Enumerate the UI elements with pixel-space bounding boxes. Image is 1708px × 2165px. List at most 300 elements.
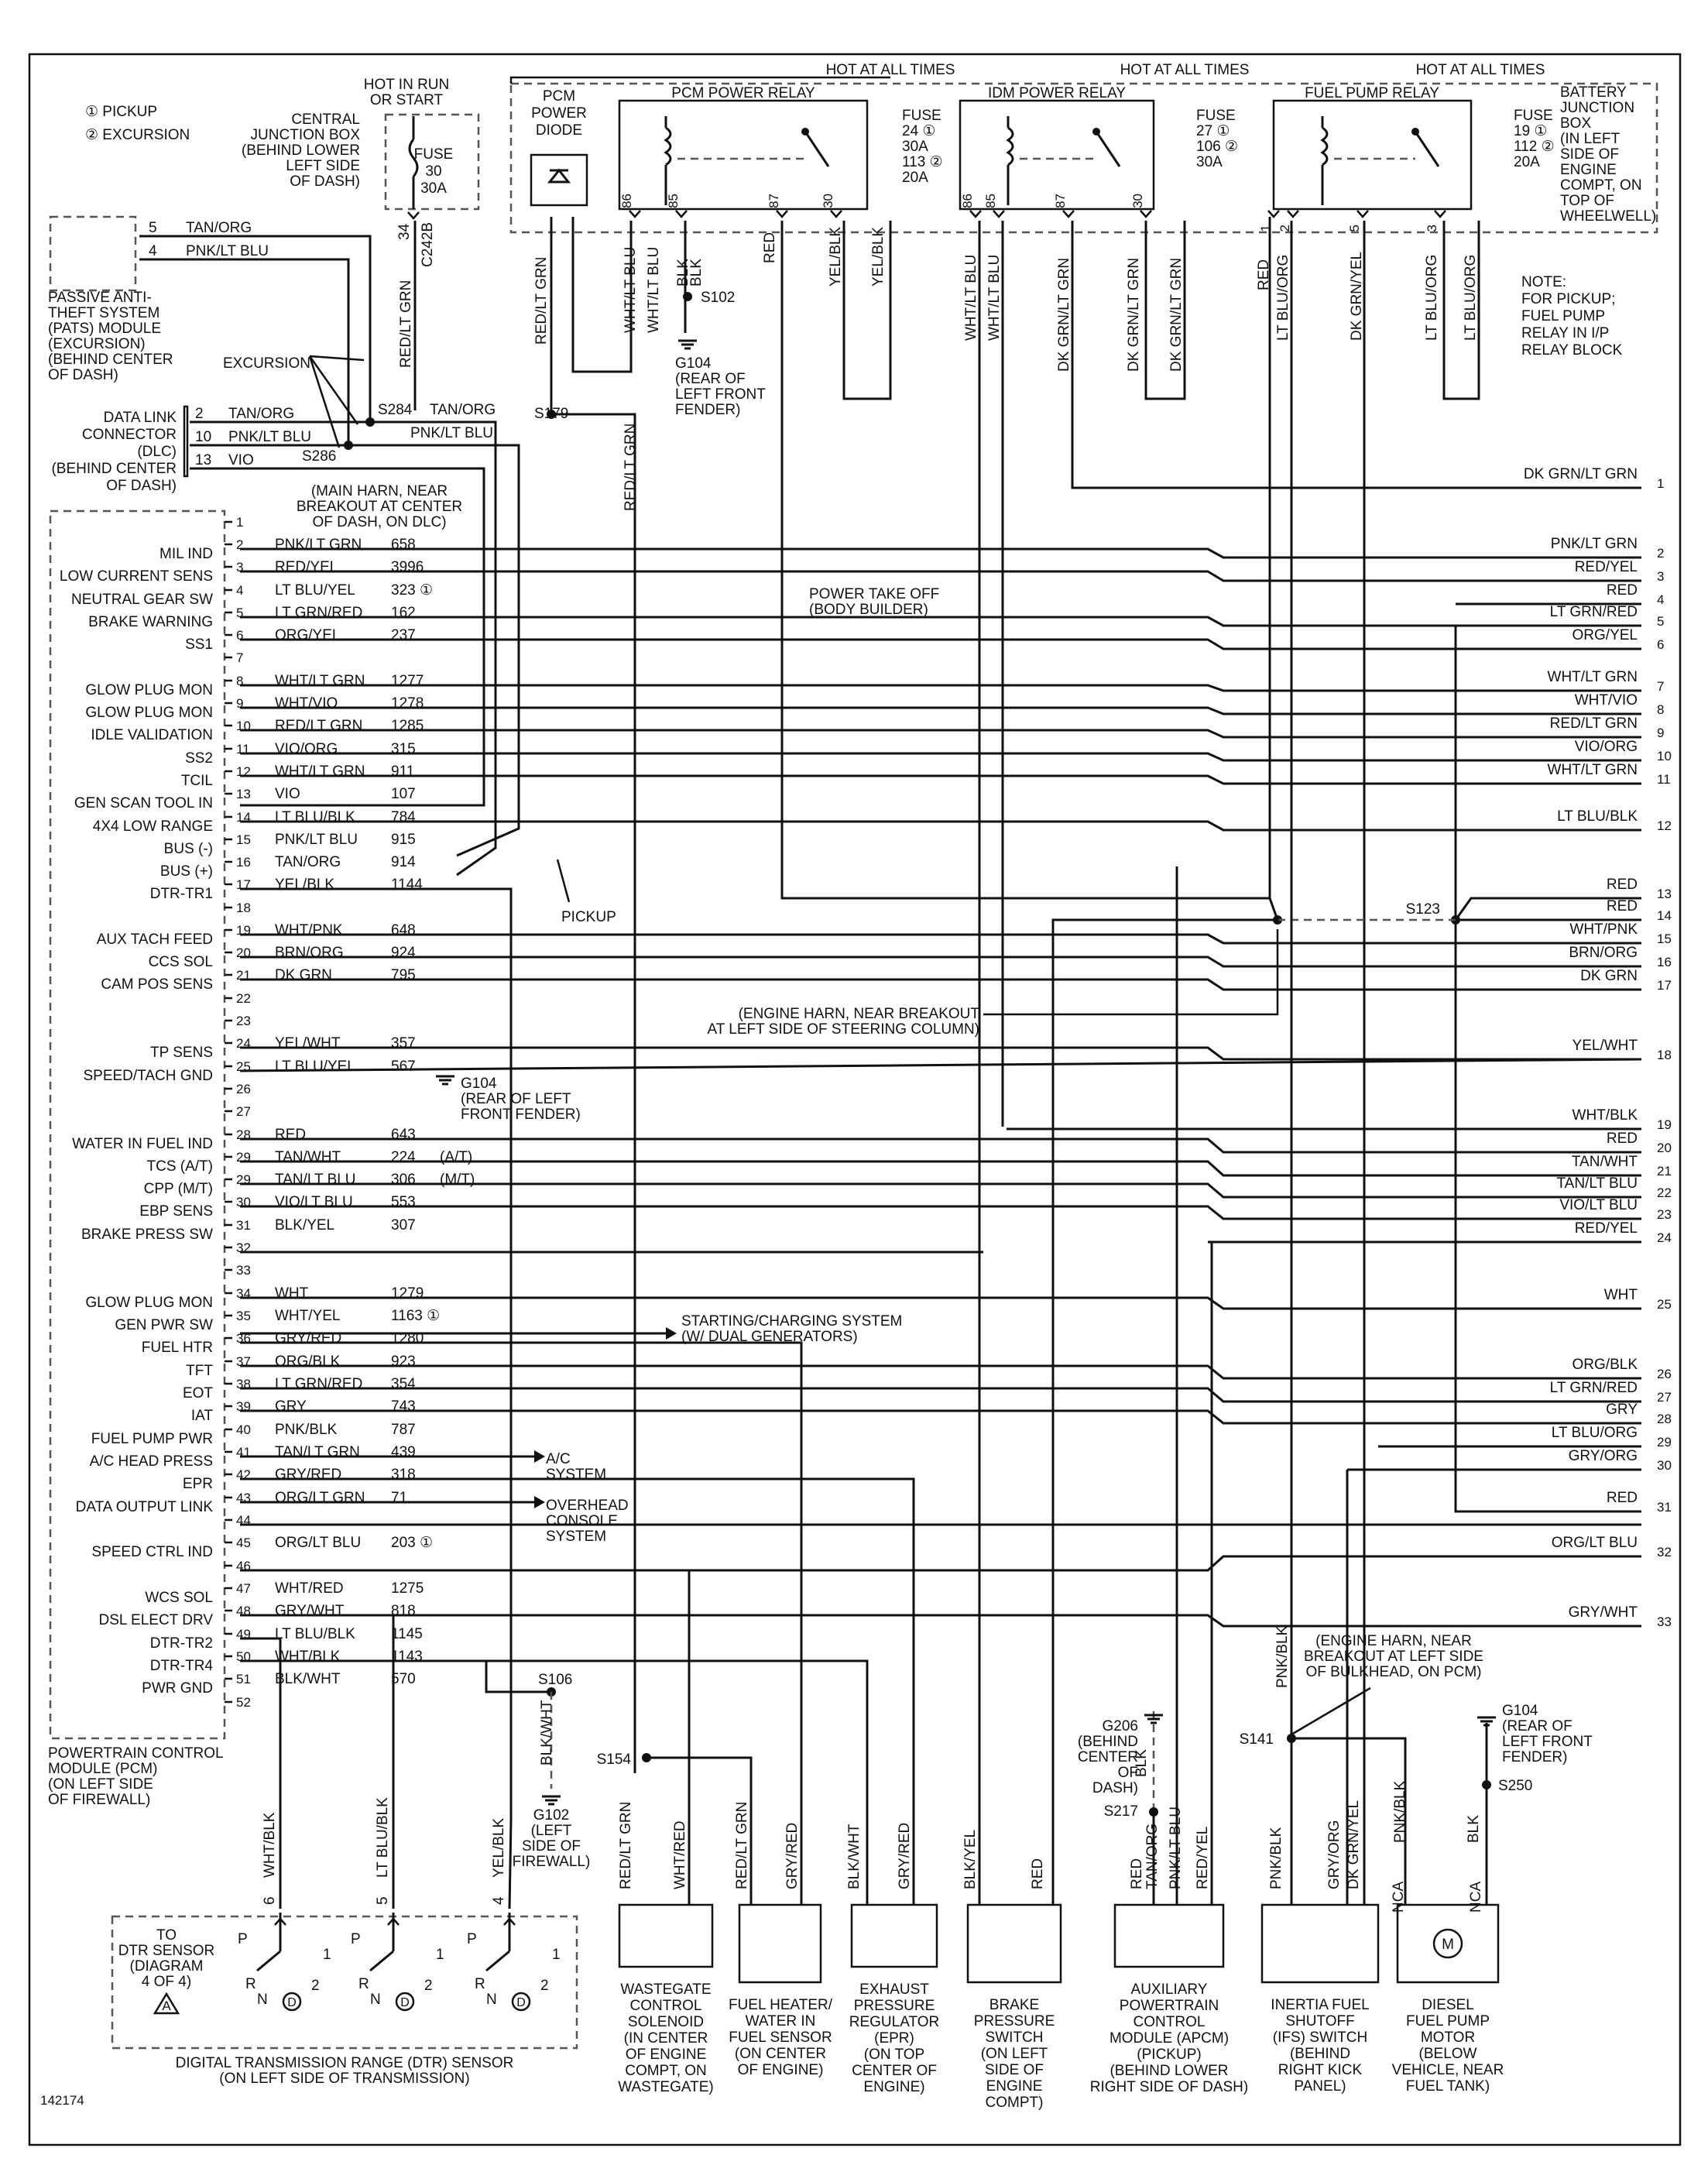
connector-symbol [1357,211,1368,217]
dlc-tan-org-label: TAN/ORG [430,402,496,418]
pcm-pin: 2 [236,537,244,552]
wire-color-label: RED [1129,1858,1145,1889]
ifs-switch-label: RIGHT KICK [1278,2062,1363,2078]
fuel-pump-relay-label: FUEL PUMP RELAY [1305,85,1439,101]
pcm-circuit-number: 1275 [391,1580,424,1597]
excursion-leader [310,356,339,448]
dtr-d: D [287,1996,297,2009]
pcm-pin: 1 [236,515,244,530]
apcm-module-label: MODULE (APCM) [1109,2030,1230,2047]
connector-symbol [1140,211,1151,217]
dtr-switch [257,1951,280,1971]
fuel-heater-label: (ON CENTER [734,2046,827,2062]
pcm-pin-function: TCS (A/T) [146,1158,213,1175]
g102-ground [542,1796,561,1804]
s102-dot [683,292,692,301]
inline-connector-pin: 3 [1657,569,1665,584]
relay-pin-11: 3 [1425,225,1439,232]
central-junction-box-label: CENTRAL [291,112,360,128]
pin-34: 34 [396,223,413,240]
bulkhead-leader [1291,1688,1370,1734]
inline-connector-pin: 28 [1657,1412,1672,1426]
pcm-wire-color: TAN/LT BLU [275,1172,356,1188]
dlc-label: CONNECTOR [81,427,177,443]
pcm-pin: 15 [236,832,251,847]
wire-color-label: GRY/RED [897,1822,913,1889]
pcm-circuit-number: 553 [391,1194,416,1210]
brake-pressure-switch-label: COMPT) [985,2095,1044,2111]
apcm-module-label: (BEHIND LOWER [1110,2063,1229,2079]
fuse-27-label: 106 ② [1196,139,1239,155]
pcm-wire-color: DK GRN [275,967,332,983]
ac-arrow [534,1450,545,1463]
inline-connector-pin: 22 [1657,1185,1672,1200]
inline-wire-color: RED [1606,898,1638,914]
g104-ground [678,341,697,348]
pcm-wire-color: WHT [275,1285,309,1302]
excursion-leader [310,356,364,360]
relay-coil [1008,128,1013,165]
dlc-wire-color: PNK/LT BLU [228,429,312,445]
relay-pin-9: 2 [1278,225,1292,232]
pcm-pin: 42 [236,1467,251,1482]
dtr-2: 2 [424,1978,433,1994]
central-junction-box-label: JUNCTION BOX [250,127,360,143]
pcm-pin: 29 [236,1150,251,1165]
pcm-harness-wire [240,640,1641,649]
g104-label: LEFT FRONT [675,386,766,403]
pcm-circuit-number: 315 [391,741,416,757]
wire-color-label: YEL/BLK [870,226,887,286]
dtr-to-label: (DIAGRAM [129,1958,204,1975]
pcm-pin-function: DSL ELECT DRV [98,1612,213,1628]
pcm-pin-function: DATA OUTPUT LINK [75,1499,213,1515]
pcm-pin: 29 [236,1172,251,1187]
pcm-label: MODULE (PCM) [48,1761,158,1777]
overhead-console-label: SYSTEM [546,1529,607,1545]
inline-connector-pin: 14 [1657,908,1672,923]
inline-connector-pin: 12 [1657,818,1672,833]
inline-wire-color: RED/YEL [1574,1220,1638,1237]
ifs-switch-label: (IFS) SWITCH [1272,2029,1368,2046]
fuse-30-label: FUSE [413,146,454,163]
pcm-pin: 4 [236,583,244,598]
inline-wire-color: LT BLU/ORG [1551,1425,1638,1441]
relay-contact [1411,128,1419,136]
pcm-wire-color: WHT/RED [275,1580,344,1597]
pcm-wire-color: LT BLU/YEL [275,582,355,599]
g102-label: G102 [533,1807,570,1824]
dlc-label: (DLC) [137,444,177,460]
pcm-pin-function: TP SENS [150,1045,213,1061]
inline-wire-color: GRY [1606,1402,1638,1418]
pcm-pin-function: SS2 [185,750,213,767]
pats-wire-5: TAN/ORG [186,220,252,236]
wire-color-label: DK GRN/YEL [1346,1800,1362,1889]
pcm-circuit-number: 924 [391,945,416,961]
epr-regulator-label: REGULATOR [849,2014,940,2030]
wire-color-label: LT BLU/ORG [1275,254,1291,341]
relay-pin-4: 86 [960,194,975,208]
pcm-harness-wire [240,1388,1641,1402]
g104-bottom-label: G104 [1502,1703,1538,1719]
wire-color-label: TAN/ORG [1144,1823,1161,1889]
pcm-wire-color: BLK/WHT [275,1671,341,1687]
pats-module-label: (PATS) MODULE [48,321,162,337]
dlc-wire-color: TAN/ORG [228,406,295,422]
pcm-pin: 36 [236,1331,251,1346]
inline-connector-pin: 27 [1657,1390,1672,1405]
wire-color-label: PNK/LT BLU [1168,1806,1184,1889]
pcm-wire-color: VIO/ORG [275,741,338,757]
inline-wire-color: WHT/LT GRN [1547,669,1638,685]
engine-harn-bulkhead-label: OF BULKHEAD, ON PCM) [1305,1664,1482,1680]
note-fuel-pump-relay: RELAY BLOCK [1521,342,1623,359]
pcm-circuit-number: 1143 [391,1649,423,1665]
pcm-power-diode-label: PCM [542,88,576,105]
starting-charging-label: STARTING/CHARGING SYSTEM [681,1313,903,1330]
hot-at-all-times-2: HOT AT ALL TIMES [1120,62,1250,78]
wastegate-solenoid-label: WASTEGATE [620,1981,712,1998]
wastegate-solenoid-label: COMPT, ON [625,2063,707,2079]
pcm-circuit-number: 787 [391,1422,416,1438]
connector-symbol [1435,211,1446,217]
relay-switch [1096,132,1120,166]
g102-label: FIREWALL) [512,1854,591,1870]
ac-system-label: SYSTEM [546,1467,607,1483]
pcm-pin: 37 [236,1354,251,1369]
central-junction-box-label: (BEHIND LOWER [241,142,360,159]
pats-pin-5: 5 [149,220,157,236]
pcm-wire-color: VIO/LT BLU [275,1194,353,1210]
pats-wire-4: PNK/LT BLU [186,243,269,259]
pcm-circuit-number: 224 [391,1149,416,1165]
wire-color-label: YEL/BLK [828,226,844,286]
wire-color-label: RED/YEL [1195,1826,1211,1889]
wire-color-label: RED/LT GRN [734,1801,750,1889]
s250-label: S250 [1498,1778,1533,1794]
dlc-pin: 2 [195,406,204,422]
pcm-circuit-number: 323 ① [391,582,434,599]
pcm-pin-function: WCS SOL [145,1590,213,1606]
pcm-circuit-number: 439 [391,1444,416,1460]
pcm-pin-function: EPR [182,1476,213,1492]
pcm-wire-color: GRY [275,1398,307,1415]
pcm-pin: 7 [236,650,244,665]
g206-ground [1144,1715,1163,1723]
pcm-circuit-number: 1144 [391,877,423,893]
note-fuel-pump-relay: FUEL PUMP [1521,308,1606,324]
battery-junction-box-label: SIDE OF [1560,146,1620,163]
pcm-circuit-number: 658 [391,537,416,553]
brake-pressure-switch-label: SIDE OF [984,2062,1044,2078]
engine-harn-steering-label: (ENGINE HARN, NEAR BREAKOUT [738,1006,979,1022]
hot-at-all-times-1: HOT AT ALL TIMES [825,62,955,78]
pcm-circuit-number: 1278 [391,695,424,712]
dtr-pin: 4 [491,1896,507,1905]
pcm-harness-wire [240,753,1641,760]
dtr-n: N [486,1992,497,2008]
pcm-circuit-number: 354 [391,1376,416,1392]
pcm-harness-wire [240,1048,1641,1059]
inline-connector-pin: 29 [1657,1435,1672,1450]
pcm-pin: 40 [236,1422,251,1437]
inline-connector-pin: 20 [1657,1141,1672,1155]
central-junction-box-label: LEFT SIDE [286,158,360,174]
pcm-pin-function: GLOW PLUG MON [85,682,213,698]
dlc-pnk-lt-blu-label: PNK/LT BLU [410,425,494,441]
connector-symbol [629,211,640,217]
pcm-pin-function: CPP (M/T) [143,1181,213,1197]
g206-label: (BEHIND [1077,1734,1138,1750]
battery-junction-box-label: ENGINE [1560,162,1617,178]
wire-color-label: BLK [1134,1749,1150,1777]
dtr-p: P [467,1931,477,1947]
battery-junction-box-label: (IN LEFT [1560,131,1621,147]
hot-run-start-label: OR START [369,92,444,108]
pcm-circuit-number: 784 [391,809,416,825]
power-take-off-label: (BODY BUILDER) [809,602,928,618]
pcm-wire-color: GRY/WHT [275,1603,345,1619]
pcm-pin: 33 [236,1263,251,1278]
dtr-to-label: TO [156,1927,177,1944]
wastegate-solenoid-label: WASTEGATE) [618,2079,714,2095]
pcm-pin: 18 [236,901,251,915]
wire-color-label: BLK [1466,1815,1482,1843]
pcm-pin-function: BRAKE PRESS SW [81,1227,213,1243]
dlc-pin: 10 [195,429,212,445]
relay-pin-7: 30 [1130,194,1145,208]
fuse-30-label: 30 [425,163,442,180]
inline-wire-color: WHT/BLK [1572,1107,1638,1124]
relay-pin-3: 30 [821,194,835,208]
main-harn-label: (MAIN HARN, NEAR [310,483,448,499]
wire-yel-blk-dtr4 [509,1820,511,1909]
pcm-pin: 16 [236,855,251,870]
pcm-harness-wire [240,822,1641,830]
pcm-pin: 30 [236,1195,251,1209]
wire-color-label: WHT/RED [672,1820,688,1889]
pcm-pin: 23 [236,1014,251,1028]
g104-label: FENDER) [675,402,741,418]
note-fuel-pump-relay: RELAY IN I/P [1521,325,1610,341]
brake-pressure-switch-label: BRAKE [989,1997,1040,2013]
inline-connector-pin: 4 [1657,592,1665,607]
pcm-wire-color: ORG/BLK [275,1354,341,1370]
apcm-module-label: (PICKUP) [1137,2047,1202,2063]
pcm-label: (ON LEFT SIDE [48,1776,153,1793]
pcm-pin-function: CCS SOL [148,954,213,970]
pcm-circuit-number: 567 [391,1058,416,1075]
pcm-wire-color: ORG/LT BLU [275,1535,362,1551]
pcm-harness-wire [240,730,1641,737]
pcm-circuit-number: 1277 [391,673,424,689]
overhead-console-label: CONSOLE [546,1513,618,1529]
ifs-switch [1262,1905,1378,1982]
wire-color-label: WHT/LT BLU [986,254,1003,341]
ifs-switch-label: INERTIA FUEL [1271,1997,1370,2013]
pcm-pin-function: BUS (+) [159,863,213,880]
dtr-switch [486,1951,509,1971]
fuse-24-label: FUSE [902,108,941,124]
pcm-pin: 51 [236,1672,251,1686]
pcm-pin: 41 [236,1445,251,1460]
relay-pin-10: 5 [1347,225,1362,232]
wire-color-label: RED [762,232,778,263]
pcm-wire-color: YEL/BLK [275,877,335,893]
relay-switch [1415,132,1439,166]
g104-bottom-label: (REAR OF [1502,1718,1573,1734]
pcm-circuit-number: 1280 [391,1330,424,1347]
pcm-pin: 28 [236,1127,251,1142]
pcm-pin: 14 [236,810,251,825]
fuel-pump-motor-label: FUEL PUMP [1405,2013,1490,2029]
relay-contact [1092,128,1100,136]
main-harn-label: OF DASH, ON DLC) [312,514,447,530]
pcm-pin-function: GLOW PLUG MON [85,1295,213,1311]
s284-label: S284 [378,402,413,418]
inline-connector-pin: 25 [1657,1297,1672,1312]
pcm-circuit-number: 911 [391,763,415,780]
brake-pressure-switch [968,1905,1061,1982]
pcm-circuit-number: 743 [391,1398,416,1415]
wire-color-label: RED/LT GRN [398,280,414,368]
pcm-pin: 17 [236,877,251,892]
relay-pin-6: 87 [1053,194,1068,208]
pcm-circuit-number: 357 [391,1035,416,1052]
pcm-pin: 20 [236,945,251,960]
pcm-pin: 49 [236,1627,251,1642]
pcm-wire-color: LT BLU/BLK [275,1626,355,1642]
wire-color-label: NCA [1391,1881,1407,1913]
battery-junction-box-label: WHEELWELL) [1560,208,1657,225]
pcm-harness-wire [240,1411,1641,1423]
fuse-27-label: FUSE [1196,108,1236,124]
fuse-27-label: 30A [1196,154,1223,170]
g104-mid-label: (REAR OF LEFT [461,1091,571,1107]
pcm-harness-wire [240,571,1641,581]
inline-wire-color: LT GRN/RED [1549,1380,1638,1396]
pcm-circuit-number: 648 [391,922,416,938]
s102-label: S102 [701,290,736,306]
dtr-to-label: DTR SENSOR [118,1943,215,1959]
epr-regulator-label: (ON TOP [863,2047,925,2063]
pcm-pin: 27 [236,1104,251,1119]
wire-color-label: BLK [675,259,691,286]
pcm-circuit-number: 915 [391,832,416,848]
relay-coil [666,128,671,165]
pcm-harness-wire [240,708,1641,714]
pcm-pin-function: PWR GND [142,1680,213,1697]
connector-symbol [970,211,981,217]
inline-wire-color: LT GRN/RED [1549,604,1638,620]
wire-color-label: WHT/BLK [262,1812,278,1878]
pcm-power-diode-label: POWER [531,105,587,122]
pcm-wire-color: BRN/ORG [275,945,344,961]
pcm-harness-wire [240,1366,1641,1378]
pcm-circuit-number: 3996 [391,559,424,575]
ifs-switch-label: SHUTOFF [1285,2013,1355,2029]
pcm-pin: 46 [236,1559,251,1573]
pcm-pin-function: DTR-TR1 [149,886,213,902]
pcm-wire-color: LT BLU/YEL [275,1058,355,1075]
pcm-wire-color: PNK/LT GRN [275,537,362,553]
wire-color-label: DK GRN/LT GRN [1126,257,1142,372]
epr-regulator-label: EXHAUST [859,1981,929,1998]
fuel-heater-label: OF ENGINE) [737,2062,824,2078]
wire-color-label: NCA [1468,1881,1484,1913]
note-fuel-pump-relay: NOTE: [1521,274,1567,290]
inline-connector-pin: 26 [1657,1367,1672,1381]
pcm-wire-color: RED/LT GRN [275,718,363,734]
excursion-label: EXCURSION [223,355,310,372]
epr-regulator-label: (EPR) [874,2030,914,2047]
g104-mid-label: G104 [461,1076,497,1092]
inline-connector-pin: 32 [1657,1545,1672,1559]
g104-label: G104 [675,355,712,372]
pcm-pin: 47 [236,1581,251,1596]
apcm-module [1115,1905,1223,1967]
inline-wire-color: TAN/WHT [1571,1154,1638,1170]
relay-pin-5: 85 [983,194,998,208]
legend-pickup: ① PICKUP [85,104,158,120]
pcm-harness-wire [240,935,1641,943]
pcm-pin: 6 [236,628,244,643]
pcm-circuit-number: 71 [391,1490,408,1506]
wire-color-label: BLK/WHT [539,1700,555,1765]
relay-pin-0: 86 [619,194,634,208]
wastegate-solenoid-label: CONTROL [629,1998,702,2014]
pcm-pin: 34 [236,1286,251,1301]
pcm-harness-wire [240,776,1641,784]
pcm-power-relay-box [619,101,867,209]
inline-connector-pin: 24 [1657,1230,1672,1245]
relay-pin-1: 85 [666,194,681,208]
pcm-pin: 50 [236,1649,251,1664]
wire-color-label: LT BLU/BLK [375,1797,391,1878]
connector-symbol [1268,211,1279,217]
pcm-power-diode-label: DIODE [535,122,583,139]
pcm-circuit-number: 1285 [391,718,424,734]
relay-contact [801,128,809,136]
inline-wire-color: ORG/LT BLU [1551,1535,1638,1551]
battery-junction-box-label: BOX [1560,115,1592,132]
g206-label: G206 [1102,1718,1138,1734]
fuel-pump-motor-label: MOTOR [1420,2029,1476,2046]
pcm-wire-color: PNK/BLK [275,1422,338,1438]
pats-module-label: PASSIVE ANTI- [48,290,152,306]
pcm-pin: 24 [236,1036,251,1051]
dtr-2: 2 [540,1978,549,1994]
s179-label: S179 [534,406,569,422]
pcm-wire-color: ORG/LT GRN [275,1490,365,1506]
pcm-harness-wire [240,980,1641,990]
pcm-pin-function: CAM POS SENS [101,976,213,993]
fuse-27-label: 27 ① [1196,123,1230,139]
dtr-p: P [351,1931,361,1947]
pcm-pin-function: A/C HEAD PRESS [89,1453,213,1470]
pcm-power-diode-box [531,155,587,205]
inline-connector-pin: 2 [1657,546,1665,561]
pats-module-label: (EXCURSION) [48,336,146,352]
brake-pressure-switch-label: (ON LEFT [980,2046,1048,2062]
fuel-pump-relay-box [1274,101,1471,209]
dlc-body [184,407,187,476]
battery-junction-box-label: BATTERY [1560,84,1627,101]
dtr-pin: 6 [262,1896,278,1905]
inline-wire-color: DK GRN/LT GRN [1523,466,1638,482]
wire-color-label: WHT/LT BLU [622,246,639,333]
